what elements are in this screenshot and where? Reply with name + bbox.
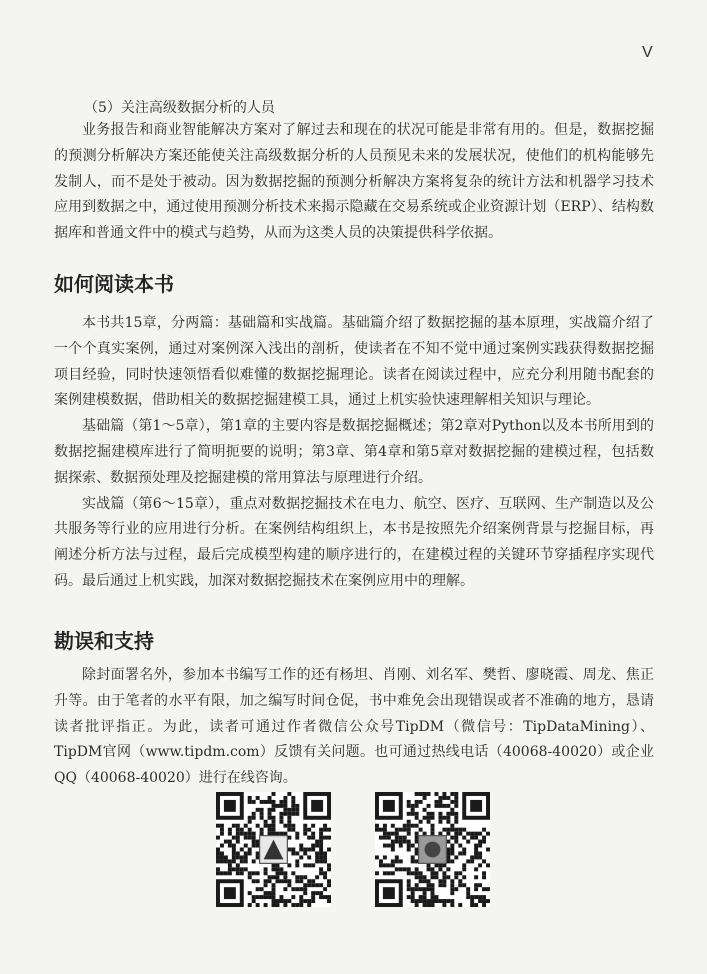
errata-paragraph: 除封面署名外，参加本书编写工作的还有杨坦、肖刚、刘名军、樊哲、廖晓霞、周龙、焦正升等。由于笔者的水平有限，加之编写时间仓促，书中难免会出现错误或者不准确的地方，恳请读者批评指正。为此，读者可通过作者微信公众号TipDM（微信号：TipDataMining）、TipDM官网（www.tipdm.com）反馈有关问题。也可通过热线电话（40068-40020）或企业QQ（40068-40020）进行在线咨询。 bbox=[54, 667, 654, 787]
how-to-read-paragraph-3: 实战篇（第6～15章），重点对数据挖掘技术在电力、航空、医疗、互联网、生产制造以及公共服务等行业的应用进行分析。在案例结构组织上，本书是按照先介绍案例背景与挖掘目标，再阐述分析方法与过程，最后完成模型构建的顺序进行的，在建模过程的关键环节穿插程序实现代码。最后通过上机实践，加深对数据挖掘技术在案例应用中的理解。 bbox=[54, 495, 654, 589]
qr-code-website bbox=[375, 792, 490, 907]
section-title-errata: 勘误和支持 bbox=[54, 629, 154, 653]
intro-paragraph: 业务报告和商业智能解决方案对了解过去和现在的状况可能是非常有用的。但是，数据挖掘的预测分析解决方案还能使关注高级数据分析的人员预见未来的发展状况，使他们的机构能够先发制人，而不是处于被动。因为数据挖掘的预测分析解决方案将复杂的统计方法和机器学习技术应用到数据之中，通过使用预测分析技术来揭示隐藏在交易系统或企业资源计划（ERP）、结构数据库和普通文件中的模式与趋势，从而为这类人员的决策提供科学依据。 bbox=[54, 122, 654, 242]
list-item-heading: （5）关注高级数据分析的人员 bbox=[84, 100, 275, 116]
section-title-how-to-read: 如何阅读本书 bbox=[54, 272, 174, 296]
how-to-read-paragraphs bbox=[54, 311, 654, 595]
intro-paragraph-block bbox=[54, 118, 654, 247]
qr-code-with-logo-icon bbox=[216, 792, 331, 907]
qr-code-wechat bbox=[216, 792, 331, 907]
how-to-read-paragraph-2: 基础篇（第1～5章），第1章的主要内容是数据挖掘概述；第2章对Python以及本书所用到的数据挖掘建模库进行了简明扼要的说明；第3章、第4章和第5章对数据挖掘的建模过程，包括数据探索、数据预处理及挖掘建模的常用算法与原理进行介绍。 bbox=[54, 418, 654, 486]
errata-paragraph-block bbox=[54, 663, 654, 792]
qr-code-with-photo-icon bbox=[375, 792, 490, 907]
how-to-read-paragraph-1: 本书共15章，分两篇：基础篇和实战篇。基础篇介绍了数据挖掘的基本原理，实战篇介绍了一个个真实案例，通过对案例深入浅出的剖析，使读者在不知不觉中通过案例实践获得数据挖掘项目经验，同时快速领悟看似难懂的数据挖掘理论。读者在阅读过程中，应充分利用随书配套的案例建模数据，借助相关的数据挖掘建模工具，通过上机实验快速理解相关知识与理论。 bbox=[54, 315, 654, 409]
page-number: V bbox=[642, 44, 653, 61]
